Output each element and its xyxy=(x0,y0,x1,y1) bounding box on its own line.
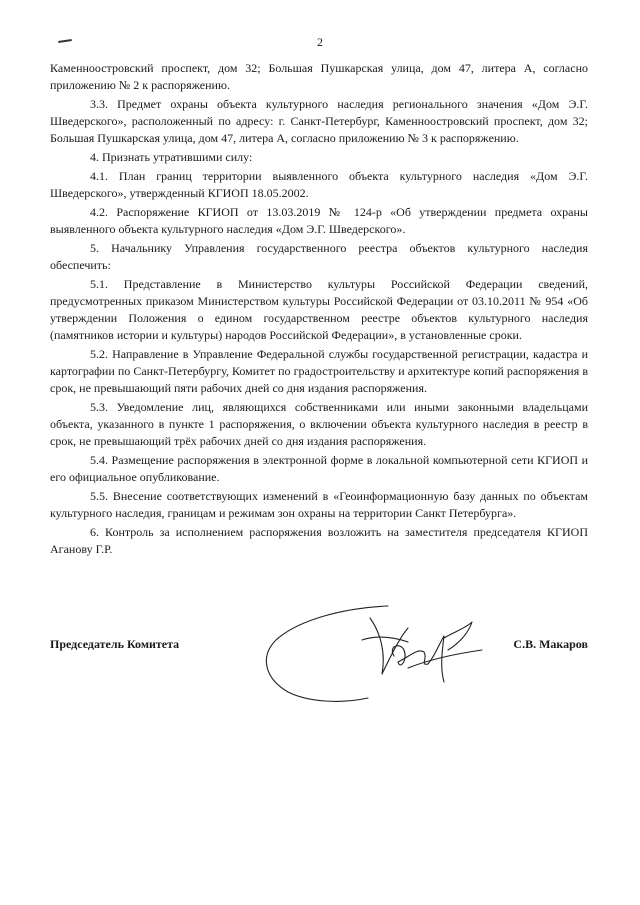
paragraph-continuation: Каменноостровский проспект, дом 32; Большая Пушкарская улица, дом 47, литера А, согласно приложению № 2 к распоряжению. xyxy=(50,61,588,92)
paragraph-4: 4. Признать утратившими силу: xyxy=(90,150,253,164)
paragraph-4-2: 4.2. Распоряжение КГИОП от 13.03.2019 № 124-р «Об утверждении предмета охраны выявленного объекта культурного наследия «Дом Э.Г. Шведерского». xyxy=(50,205,588,236)
signatory-position: Председатель Комитета xyxy=(50,637,180,651)
paragraph-5-2: 5.2. Направление в Управление Федеральной службы государственной регистрации, кадастра и картографии по Санкт-Петербургу, Комитет по градостроительству и архитектуре копий распоряжения в срок, не превышающий пяти рабочих дней со дня издания распоряжения. xyxy=(50,347,588,395)
paragraph-6: 6. Контроль за исполнением распоряжения возложить на заместителя председателя КГИОП Аганову Г.Р. xyxy=(50,525,588,556)
page-number: 2 xyxy=(317,35,323,49)
paragraph-5-4: 5.4. Размещение распоряжения в электронной форме в локальной компьютерной сети КГИОП и его официальное опубликование. xyxy=(50,453,588,484)
paragraph-5-5: 5.5. Внесение соответствующих изменений в «Геоинформационную базу данных по объектам культурного наследия, границам и режимам зон охраны на территории Санкт Петербурга». xyxy=(50,489,588,520)
handwritten-signature xyxy=(258,598,490,710)
paragraph-5: 5. Начальнику Управления государственного реестра объектов культурного наследия обеспечить: xyxy=(50,241,588,272)
signatory-name: С.В. Макаров xyxy=(513,637,588,651)
paragraph-4-1: 4.1. План границ территории выявленного объекта культурного наследия «Дом Э.Г. Шведерского», утвержденный КГИОП 18.05.2002. xyxy=(50,169,588,200)
paragraph-3-3: 3.3. Предмет охраны объекта культурного наследия регионального значения «Дом Э.Г. Шведерского», расположенный по адресу: г. Санкт-Петербург, Каменноостровский проспект, дом 32; Большая Пушкарская улица, дом 47, литера А, согласно приложению № 3 к распоряжению. xyxy=(50,97,588,145)
document-body xyxy=(50,60,588,560)
paragraph-5-1: 5.1. Представление в Министерство культуры Российской Федерации сведений, предусмотренных приказом Министерством культуры Российской Федерации от 03.10.2011 № 954 «Об утверждении Положения о едином государственном реестре объектов культурного наследия (памятников истории и культуры) народов Российской Федерации», в установленные сроки. xyxy=(50,277,588,342)
paragraph-5-3: 5.3. Уведомление лиц, являющихся собственниками или иными законными владельцами объекта, указанного в пункте 1 распоряжения, о включении объекта культурного наследия в реестр в срок, не превышающий трёх рабочих дней со дня издания распоряжения. xyxy=(50,400,588,448)
